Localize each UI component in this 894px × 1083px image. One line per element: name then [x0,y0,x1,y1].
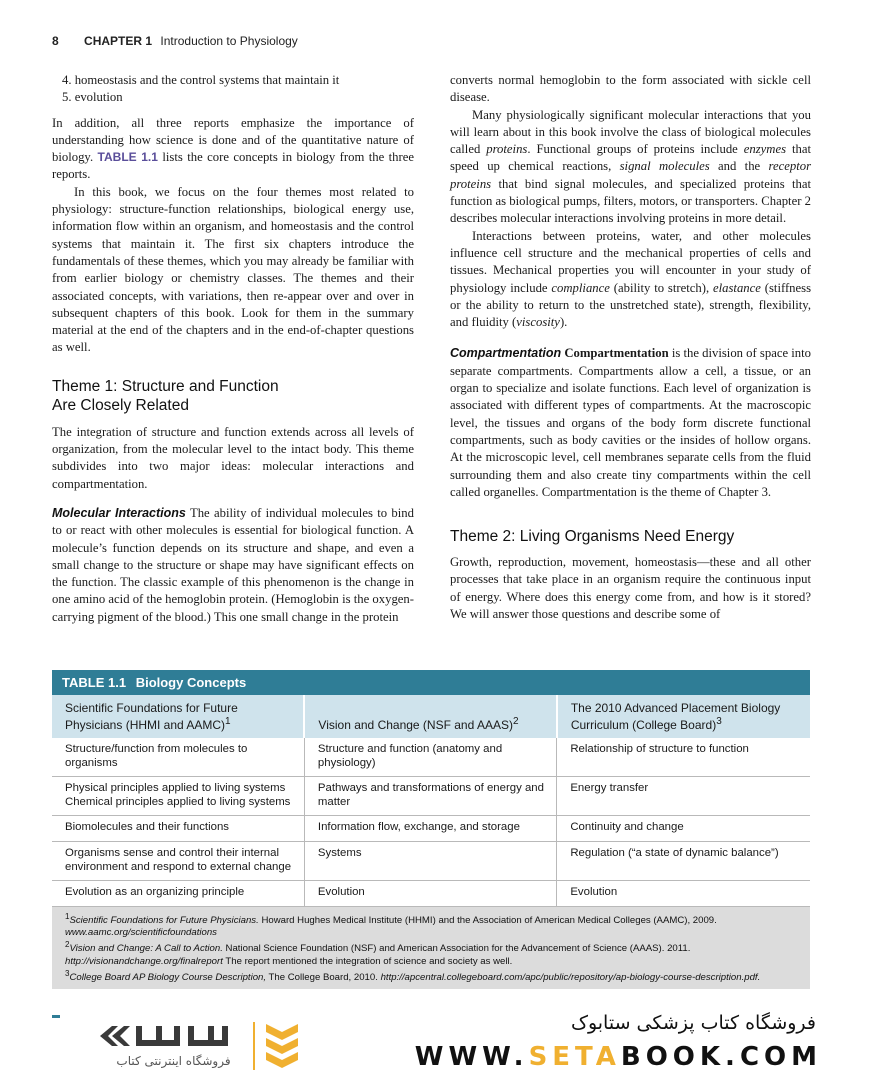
term: proteins [486,142,528,157]
footnote: $^2$Vision and Change: A Call to Action. National Science Foundation (NSF) and American Association for the Advancement of Science (AAAS). 2011. http://visionandchange.org/finalreport The report mentioned the integration of science and society as well. [65,940,691,967]
logo-caption: فروشگاه اینترنتی کتاب [116,1054,231,1068]
footnote-link[interactable]: http://visionandchange.org/finalreport [65,955,223,967]
table-reference-link[interactable]: TABLE 1.1 [97,150,158,165]
paragraph: Compartmentation Compartmentation is the division of space into separate compartments. Compartments allow a cell, a tissue, or an organ to specialize and isolate functions. Each level of organization is associated with different types of compartments. At the macroscopic level, the tissues and organs of the body form discrete functional compartments, such as body cavities or the insides of hollow organs. At the microscopic level, cell membranes separate cells from the fluid surrounding them and also create tiny compartments within the cell called organelles. Compartmentation is the theme of Chapter 3. [450,346,812,499]
table-row [52,841,810,880]
table-cell: Structure/function from molecules to organisms [52,738,304,777]
table-cell: Information flow, exchange, and storage [304,816,556,842]
footnote: $^1$Scientific Foundations for Future Physicians. Howard Hughes Medical Institute (HHMI) and the Association of American Medical Colleges (AAMC), 2009. www.aamc.org/scientificfoundations [65,911,717,939]
table-label: TABLE 1.1 [62,675,127,690]
right-column [450,72,811,623]
subheading-molecular-interactions: Molecular Interactions [52,505,186,520]
paragraph: converts normal hemoglobin to the form associated with sickle cell disease. [450,73,811,105]
column-header: Vision and Change (NSF and AAAS)$^2$ [304,695,556,738]
paragraph: Growth, reproduction, movement, homeostasis—these and all other processes that take place in an organism require the continuous input of energy. Where does this energy come from, and how is it stored? We will answer those questions and describe some of [450,555,811,622]
table-title: Biology Concepts [135,675,247,690]
setabook-logo [96,1014,306,1078]
table-cell: Energy transfer [557,777,810,816]
paragraph: Interactions between proteins, water, and other molecules influence cell structure and the mechanical properties of cells and tissues. Mechanical properties you will encounter in your study of physiology include compliance (ability to stretch), elastance (stiffness or the ability to return to the unstretched state), strength, flexibility, and fluidity (viscosity). [450,228,812,330]
left-column [52,72,414,626]
table-cell: Evolution [557,881,810,907]
table-biology-concepts [52,670,810,989]
paragraph: In addition, all three reports emphasize the importance of understanding how science is done and of the quantitative nature of biology. TABLE 1.1 lists the core concepts in biology from the three reports. [52,115,415,182]
table-footnotes [52,907,810,990]
store-url[interactable]: WWW.SETABOOK.COM [414,1042,822,1072]
table-cell: Continuity and change [557,816,810,842]
term: elastance [712,280,761,295]
footnote: $^3$College Board AP Biology Course Description, The College Board, 2010. http://apcentral.collegeboard.com/apc/public/repository/ap-biology-course-description.pdf. [65,968,761,984]
column-header: The 2010 Advanced Placement Biology Curriculum (College Board)$^3$ [557,695,810,738]
paragraph: Many physiologically significant molecular interactions that you will learn about in this book involve the class of biological molecules called proteins. Functional groups of proteins include enzymes that speed up chemical reactions, signal molecules and the receptor proteins that bind signal molecules, and specialized proteins that function as biological pumps, filters, motors, or transporters. Chapter 2 describes molecular interactions involving proteins in more detail. [450,107,812,226]
table-row [52,816,810,842]
page-marker [52,1015,60,1018]
term: viscosity [516,315,560,330]
term: compliance [551,280,610,295]
table-cell: Organisms sense and control their internal environment and respond to external change [52,841,304,880]
paragraph: In this book, we focus on the four themes most related to physiology: structure-function relationships, biological energy use, information flow within an organism, and homeostasis and the control systems that maintain it. The first six chapters introduce the fundamentals of these themes, which you may already be familiar with from earlier biology or chemistry classes. The themes and their associated concepts, with variations, then re-appear over and over in subsequent chapters of this book. Look for them in the summary material at the end of the chapters and in the end-of-chapter questions as well. [52,184,414,355]
paragraph: Molecular Interactions The ability of individual molecules to bind to or react with other molecules is essential for biological function. A molecule’s function depends on its structure and shape, and even a small change to the structure or shape may have significant effects on the function. The classic example of this phenomenon is the change in one amino acid of the hemoglobin protein. (Hemoglobin is the oxygen-carrying pigment of the blood.) This one small change in the protein [52,505,414,624]
list-item: 4. homeostasis and the control systems that maintain it [62,73,340,87]
table-cell: Regulation (“a state of dynamic balance”) [557,841,810,880]
table-cell: Structure and function (anatomy and physiology) [304,738,556,777]
table-row [52,777,810,816]
theme-list [52,72,414,107]
setabook-logo-icon [96,1014,306,1078]
list-item: 5. evolution [62,90,123,105]
table-cell: Evolution [304,881,556,907]
table-row [52,881,810,907]
footnote-link[interactable]: www.aamc.org/scientificfoundations [65,927,217,939]
term: signal molecules [619,159,710,174]
table-cell: Physical principles applied to living systems Chemical principles applied to living systems [52,777,304,816]
chapter-title: Introduction to Physiology [160,34,298,48]
subheading-compartmentation: Compartmentation [450,346,562,361]
theme1-heading: Theme 1: Structure and Function Are Closely Related [52,377,279,414]
term: enzymes [743,142,787,157]
column-header: Scientific Foundations for Future Physicians (HHMI and AAMC)$^1$ [52,695,304,738]
running-header [52,34,298,48]
footnote-link[interactable]: http://apcentral.collegeboard.com/apc/public/repository/ap-biology-course-description.pdf. [380,972,761,984]
table-cell: Pathways and transformations of energy and matter [304,777,556,816]
table-cell: Evolution as an organizing principle [52,881,304,907]
term: receptor proteins [450,159,812,191]
table-cell: Biomolecules and their functions [52,816,304,842]
store-name-persian: فروشگاه کتاب پزشکی ستابوک [570,1012,816,1034]
chapter-label: CHAPTER 1 [84,34,153,48]
table-row [52,738,810,777]
page-number: 8 [52,34,59,48]
table-title-bar [52,670,810,695]
theme2-heading: Theme 2: Living Organisms Need Energy [450,528,735,546]
table-cell: Relationship of structure to function [557,738,810,777]
paragraph: The integration of structure and function extends across all levels of organization, from the molecular level to the intact body. This theme subdivides into two major ideas: molecular interactions and compartmentation. [52,424,414,491]
concepts-table [52,695,810,907]
table-cell: Systems [304,841,556,880]
